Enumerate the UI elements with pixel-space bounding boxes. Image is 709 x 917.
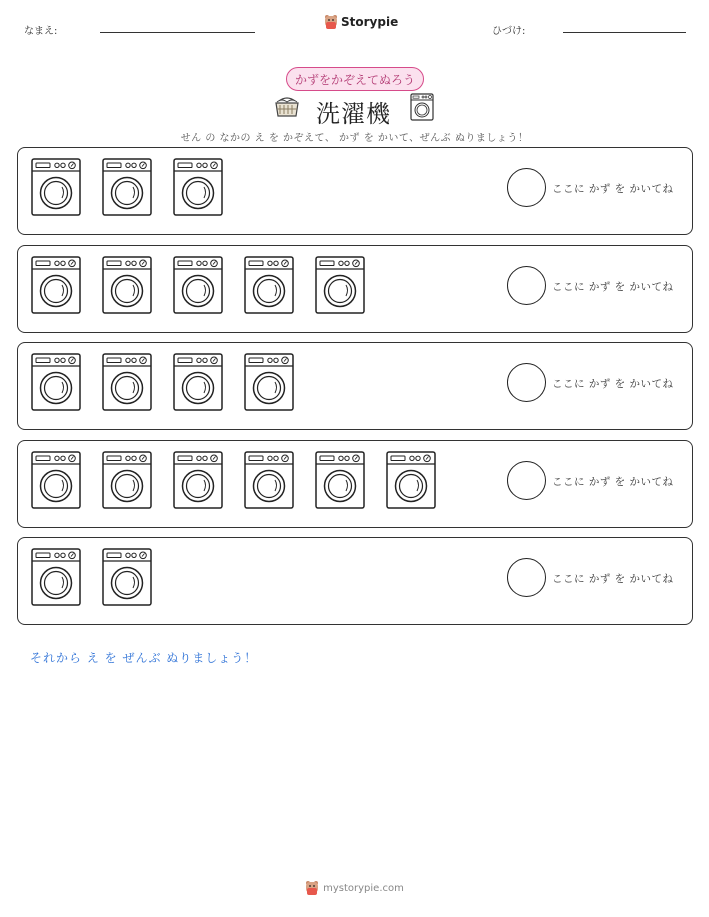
activity-badge: かずをかぞえてぬろう [286,67,424,91]
answer-circle[interactable] [507,266,546,305]
washing-machine-icon [410,93,434,121]
washing-machine-icon[interactable] [173,451,223,509]
answer-circle[interactable] [507,461,546,500]
brand-name: Storypie [341,15,399,29]
answer-circle[interactable] [507,168,546,207]
washing-machine-icon[interactable] [386,451,436,509]
date-line[interactable] [563,32,686,33]
washing-machine-icon[interactable] [102,353,152,411]
washing-machine-icon[interactable] [31,451,81,509]
washing-machine-icon[interactable] [244,451,294,509]
worksheet-title: 洗濯機 [316,100,391,128]
answer-circle[interactable] [507,558,546,597]
bear-logo-icon [324,14,338,30]
answer-circle[interactable] [507,363,546,402]
name-line[interactable] [100,32,255,33]
answer-hint: ここに かず を かいてね [552,378,674,390]
washing-machine-icon[interactable] [31,256,81,314]
washing-machine-icon[interactable] [315,256,365,314]
answer-hint: ここに かず を かいてね [552,281,674,293]
site-footer [0,880,709,896]
counting-row [17,245,693,333]
washing-machine-icon[interactable] [173,256,223,314]
washing-machine-icon[interactable] [315,451,365,509]
answer-hint: ここに かず を かいてね [552,476,674,488]
instruction-text: せん の なかの え を かぞえて、 かず を かいて、ぜんぶ ぬりましょう！ [180,133,529,144]
washing-machine-icon[interactable] [102,451,152,509]
answer-hint: ここに かず を かいてね [552,183,674,195]
counting-row [17,342,693,430]
washing-machine-icon[interactable] [173,158,223,216]
washing-machine-icon[interactable] [102,158,152,216]
washing-machine-icon[interactable] [244,256,294,314]
closing-instruction: それから え を ぜんぶ ぬりましょう！ [30,651,258,665]
washing-machine-icon[interactable] [31,353,81,411]
date-label: ひづけ: [492,26,526,37]
name-label: なまえ: [24,26,58,37]
brand-logo [324,14,398,30]
washing-machine-icon[interactable] [31,158,81,216]
site-url: mystorypie.com [323,882,404,894]
counting-row [17,537,693,625]
laundry-basket-icon [273,95,301,119]
counting-row [17,440,693,528]
counting-row [17,147,693,235]
washing-machine-icon[interactable] [244,353,294,411]
answer-hint: ここに かず を かいてね [552,573,674,585]
washing-machine-icon[interactable] [31,548,81,606]
bear-logo-icon [305,880,319,896]
washing-machine-icon[interactable] [173,353,223,411]
washing-machine-icon[interactable] [102,548,152,606]
washing-machine-icon[interactable] [102,256,152,314]
